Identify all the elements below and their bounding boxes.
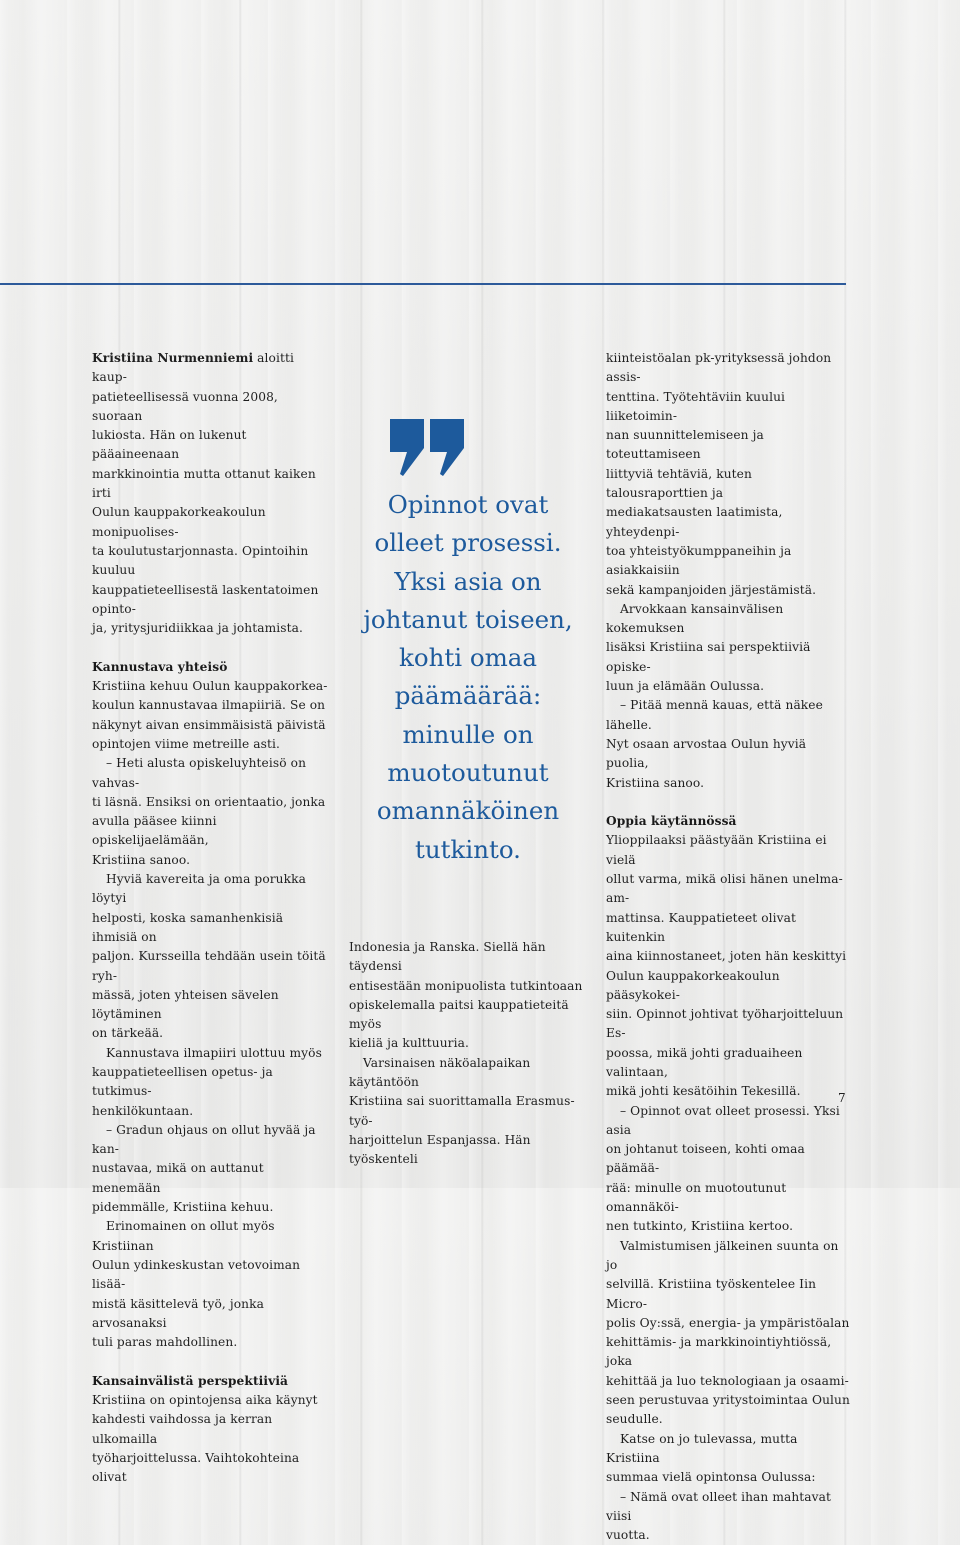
intro-name: Kristiina Nurmenniemi: [92, 351, 254, 365]
text-line: – Gradun ohjaus on ollut hyvää ja kan-: [92, 1122, 316, 1157]
text-line: kauppatieteellisen opetus- ja tutkimus-: [92, 1064, 273, 1099]
body-paragraph: [349, 1054, 589, 1170]
text-line: mikä johti kesätöihin Tekesillä.: [606, 1084, 801, 1099]
text-line: Kannustava ilmapiiri ulottuu myös: [106, 1045, 322, 1060]
text-line: Kristiina kehuu Oulun kauppakorkea-: [92, 679, 328, 694]
pull-quote-line: omannäköinen: [376, 796, 560, 826]
text-line: ollut varma, mikä olisi hänen unelma-am-: [606, 872, 843, 906]
text-line: Katse on jo tulevassa, mutta Kristiina: [606, 1431, 798, 1465]
body-paragraph: [92, 1391, 332, 1487]
text-line: kahdesti vaihdossa ja kerran ulkomailla: [92, 1412, 273, 1446]
text-line: avulla pääsee kiinni opiskelijaelämään,: [92, 814, 217, 848]
text-line: kieliä ja kulttuuria.: [349, 1036, 469, 1051]
text-line: mattinsa. Kauppatieteet olivat kuitenkin: [606, 910, 797, 944]
text-line: Oulun ydinkeskustan vetovoiman lisää-: [92, 1257, 301, 1292]
text-line: nustavaa, mikä on auttanut menemään: [92, 1161, 264, 1195]
body-paragraph: [606, 696, 851, 792]
text-line: nan suunnittelemiseen ja toteuttamiseen: [606, 428, 764, 462]
text-line: polis Oy:ssä, energia- ja ympäristöalan: [606, 1315, 850, 1330]
text-line: – Heti alusta opiskeluyhteisö on vahvas-: [92, 756, 307, 790]
quote-mark-icon: [387, 418, 467, 478]
text-line: opiskelemalla paitsi kauppatieteitä myös: [349, 997, 569, 1032]
pull-quote-line: päämäärää:: [394, 681, 542, 711]
text-line: tenttina. Työtehtäviin kuului liiketoimin-: [606, 389, 786, 423]
text-line: mistä käsittelevä työ, jonka arvosanaksi: [92, 1296, 264, 1330]
text-line: kehittämis- ja markkinointiyhtiössä, joka: [606, 1335, 832, 1369]
text-line: Kristiina sanoo.: [606, 775, 705, 790]
text-line: koulun kannustavaa ilmapiiriä. Se on: [92, 698, 326, 713]
text-line: on tärkeää.: [92, 1026, 164, 1041]
body-paragraph: [606, 1102, 851, 1237]
body-paragraph: [92, 677, 332, 754]
text-line: liittyviä tehtäviä, kuten talousraporttien ja: [606, 466, 752, 501]
intro-line: ta koulutustarjonnasta. Opintoihin kuuluu: [92, 543, 309, 578]
pull-quote-line: minulle on: [402, 719, 534, 749]
text-line: nen tutkinto, Kristiina kertoo.: [606, 1219, 794, 1234]
text-line: entisestään monipuolista tutkintoaan: [349, 978, 583, 993]
column-3: [606, 349, 851, 1545]
text-line: – Pitää mennä kauas, että näkee lähelle.: [606, 698, 823, 732]
text-line: summaa vielä opintonsa Oulussa:: [606, 1470, 816, 1485]
text-line: aina kiinnostaneet, joten hän keskittyi: [606, 949, 847, 964]
column-1: [92, 349, 332, 1488]
intro-line: markkinointia mutta ottanut kaiken irti: [92, 466, 316, 501]
header-rule: [0, 283, 846, 285]
text-line: sekä kampanjoiden järjestämistä.: [606, 582, 817, 597]
text-line: seudulle.: [606, 1412, 663, 1427]
text-line: on johtanut toiseen, kohti omaa päämää-: [606, 1142, 805, 1176]
text-line: Ylioppilaaksi päästyään Kristiina ei vielä: [606, 833, 827, 867]
intro-line: patieteellisessä vuonna 2008, suoraan: [92, 389, 278, 423]
text-line: Hyviä kavereita ja oma porukka löytyi: [92, 872, 306, 906]
text-line: pidemmälle, Kristiina kehuu.: [92, 1200, 274, 1215]
intro-line: Oulun kauppakorkeakoulun monipuolises-: [92, 505, 266, 539]
text-line: opintojen viime metreille asti.: [92, 736, 280, 751]
text-line: siin. Opinnot johtivat työharjoitteluun Es-: [606, 1007, 844, 1041]
text-line: Kristiina on opintojensa aika käynyt: [92, 1393, 318, 1408]
body-paragraph: [606, 1237, 851, 1430]
text-line: harjoittelun Espanjassa. Hän työskenteli: [349, 1132, 531, 1167]
body-paragraph: [606, 600, 851, 696]
section-heading: Kannustava yhteisö: [92, 659, 228, 674]
text-line: Varsinaisen näköalapaikan käytäntöön: [349, 1055, 531, 1090]
text-line: Nyt osaan arvostaa Oulun hyviä puolia,: [606, 736, 807, 771]
body-paragraph: [606, 831, 851, 1101]
text-line: Kristiina sanoo.: [92, 852, 191, 867]
intro-line: aloitti kaup-: [92, 351, 294, 385]
body-paragraph: [606, 1430, 851, 1488]
text-line: – Opinnot ovat olleet prosessi. Yksi asia: [606, 1103, 840, 1137]
section-heading: Kansainvälistä perspektiiviä: [92, 1373, 289, 1388]
text-line: rää: minulle on muotoutunut omannäköi-: [606, 1180, 787, 1215]
body-paragraph: [92, 1044, 332, 1121]
pull-quote-line: kohti omaa: [398, 643, 538, 673]
text-line: lisäksi Kristiina sai perspektiiviä opiske-: [606, 640, 811, 674]
text-line: paljon. Kursseilla tehdään usein töitä ryh-: [92, 949, 326, 983]
pull-quote-line: olleet prosessi.: [374, 528, 562, 558]
intro-line: kauppatieteellisestä laskentatoimen opinto-: [92, 582, 319, 616]
section-heading: Oppia käytännössä: [606, 814, 737, 829]
text-line: Arvokkaan kansainvälisen kokemuksen: [606, 601, 784, 636]
text-line: tuli paras mahdollinen.: [92, 1335, 238, 1350]
column-2: [349, 938, 589, 1170]
pull-quote: [353, 486, 583, 869]
text-line: poossa, mikä johti graduaiheen valintaan,: [606, 1045, 803, 1079]
text-line: työharjoittelussa. Vaihtokohteina olivat: [92, 1450, 300, 1485]
text-line: Valmistumisen jälkeinen suunta on jo: [606, 1238, 839, 1272]
body-paragraph: [92, 754, 332, 870]
text-line: toa yhteistyökumppaneihin ja asiakkaisiin: [606, 543, 792, 578]
body-paragraph: [349, 938, 589, 1054]
body-paragraph: [606, 1488, 851, 1545]
text-line: Erinomainen on ollut myös Kristiinan: [92, 1219, 275, 1253]
text-line: seen perustuvaa yritystoimintaa Oulun: [606, 1393, 850, 1408]
text-line: näkynyt aivan ensimmäisistä päivistä: [92, 717, 326, 732]
text-line: vuotta.: [606, 1528, 650, 1543]
text-line: Oulun kauppakorkeakoulun pääsykokei-: [606, 968, 780, 1002]
text-line: henkilökuntaan.: [92, 1103, 194, 1118]
intro-line: ja, yritysjuridiikkaa ja johtamista.: [92, 621, 303, 636]
text-line: ti läsnä. Ensiksi on orientaatio, jonka: [92, 794, 326, 809]
body-paragraph: [92, 870, 332, 1044]
pull-quote-line: Opinnot ovat: [387, 490, 549, 519]
pull-quote-line: Yksi asia on: [394, 566, 542, 596]
text-line: helposti, koska samanhenkisiä ihmisiä on: [92, 910, 284, 944]
text-line: selvillä. Kristiina työskentelee Iin Micro-: [606, 1277, 817, 1311]
pull-quote-line: muotoutunut: [387, 758, 549, 788]
text-line: Kristiina sai suorittamalla Erasmus-työ-: [349, 1094, 575, 1128]
text-line: mediakatsausten laatimista, yhteydenpi-: [606, 505, 783, 539]
pull-quote-line: tutkinto.: [415, 834, 521, 864]
pull-quote-line: johtanut toiseen,: [363, 604, 573, 634]
text-line: kehittää ja luo teknologiaan ja osaami-: [606, 1373, 849, 1388]
text-line: mässä, joten yhteisen sävelen löytäminen: [92, 987, 279, 1022]
intro-paragraph: [92, 349, 332, 638]
text-line: kiinteistöalan pk-yrityksessä johdon assis-: [606, 351, 832, 385]
body-paragraph: [92, 1217, 332, 1352]
text-line: Indonesia ja Ranska. Siellä hän täydensi: [349, 940, 546, 974]
text-line: – Nämä ovat olleet ihan mahtavat viisi: [606, 1489, 832, 1523]
body-paragraph: [606, 349, 851, 600]
page-number: 7: [838, 1091, 846, 1105]
text-line: luun ja elämään Oulussa.: [606, 679, 765, 694]
body-paragraph: [92, 1121, 332, 1217]
intro-line: lukiosta. Hän on lukenut pääaineenaan: [92, 428, 247, 462]
